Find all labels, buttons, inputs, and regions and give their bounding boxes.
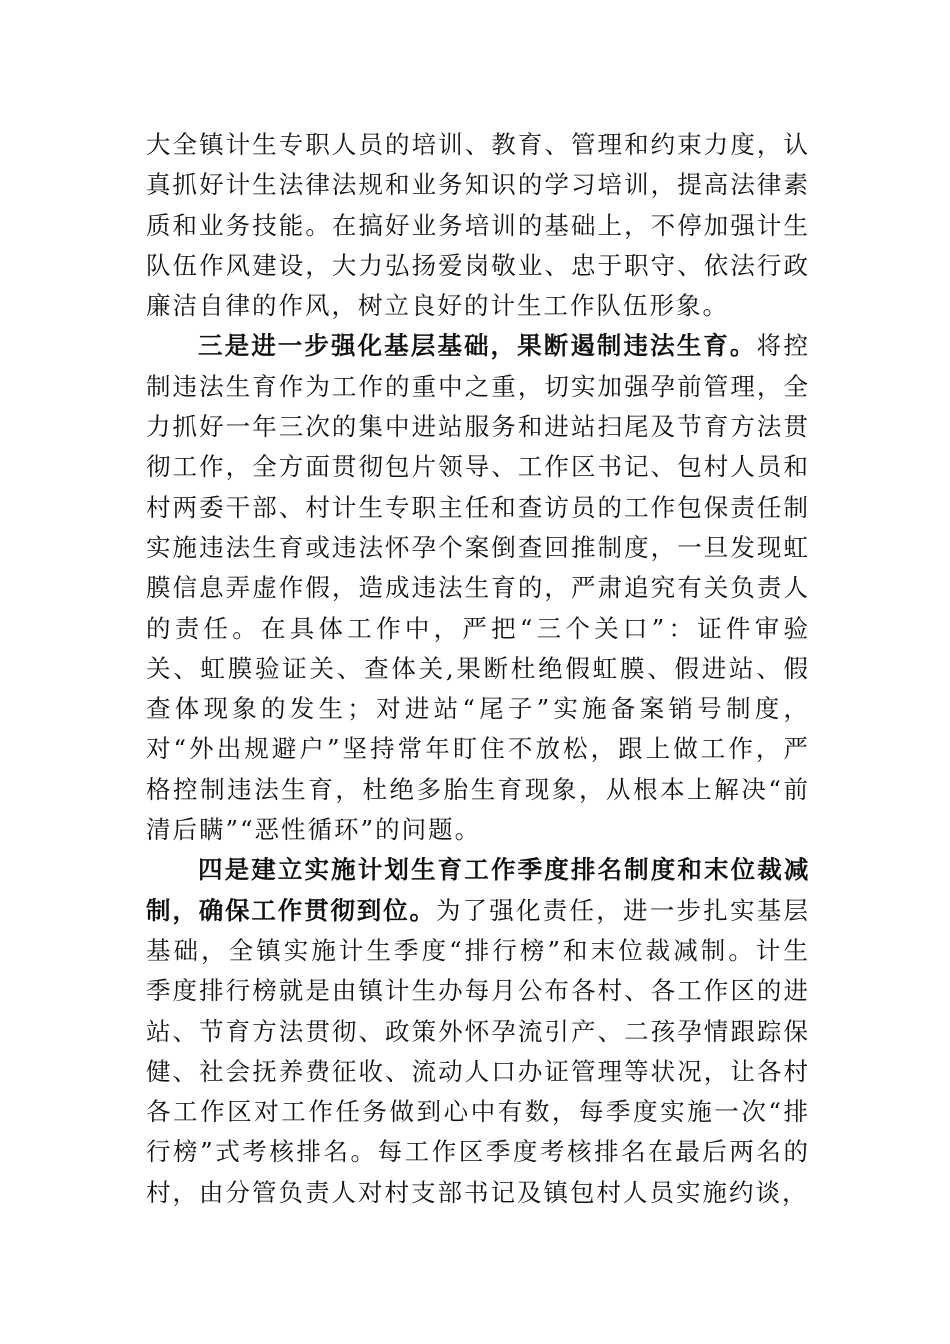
paragraph-heading: 四是建立实施计划生育工作季度排名制度和末位裁减制，确保工作贯彻到位。: [146, 855, 810, 925]
paragraph-continued: [146, 125, 810, 326]
paragraph-body: 大全镇计生专职人员的培训、教育、管理和约束力度，认真抓好计生法律法规和业务知识的学习培训，提高法律素质和业务技能。在搞好业务培训的基础上，不停加强计生队伍作风建设，大力弘扬爱岗敬业、忠于职守、依法行政廉洁自律的作风，树立良好的计生工作队伍形象。: [146, 130, 810, 321]
document-body: [146, 125, 810, 1213]
paragraph-three: [146, 326, 810, 850]
paragraph-body: 将控制违法生育作为工作的重中之重，切实加强孕前管理，全力抓好一年三次的集中进站服务和进站扫尾及节育方法贯彻工作，全方面贯彻包片领导、工作区书记、包村人员和村两委干部、村计生专职主任和查访员的工作包保责任制实施违法生育或违法怀孕个案倒查回推制度，一旦发现虹膜信息弄虚作假，造成违法生育的，严肃追究有关负责人的责任。在具体工作中，严把“三个关口”：证件审验关、虹膜验证关、查体关,果断杜绝假虹膜、假进站、假查体现象的发生；对进站“尾子”实施备案销号制度，对“外出规避户”坚持常年盯住不放松，跟上做工作，严格控制违法生育，杜绝多胎生育现象，从根本上解决“前清后瞒”“恶性循环”的问题。: [146, 331, 810, 845]
paragraph-heading: 三是进一步强化基层基础，果断遏制违法生育。: [198, 331, 757, 361]
paragraph-four: [146, 850, 810, 1213]
paragraph-body: 为了强化责任，进一步扎实基层基础，全镇实施计生季度“排行榜”和末位裁减制。计生季度排行榜就是由镇计生办每月公布各村、各工作区的进站、节育方法贯彻、政策外怀孕流引产、二孩孕情跟踪保健、社会抚养费征收、流动人口办证管理等状况，让各村各工作区对工作任务做到心中有数，每季度实施一次“排行榜”式考核排名。每工作区季度考核排名在最后两名的村，由分管负责人对村支部书记及镇包村人员实施约谈，: [146, 895, 811, 1207]
